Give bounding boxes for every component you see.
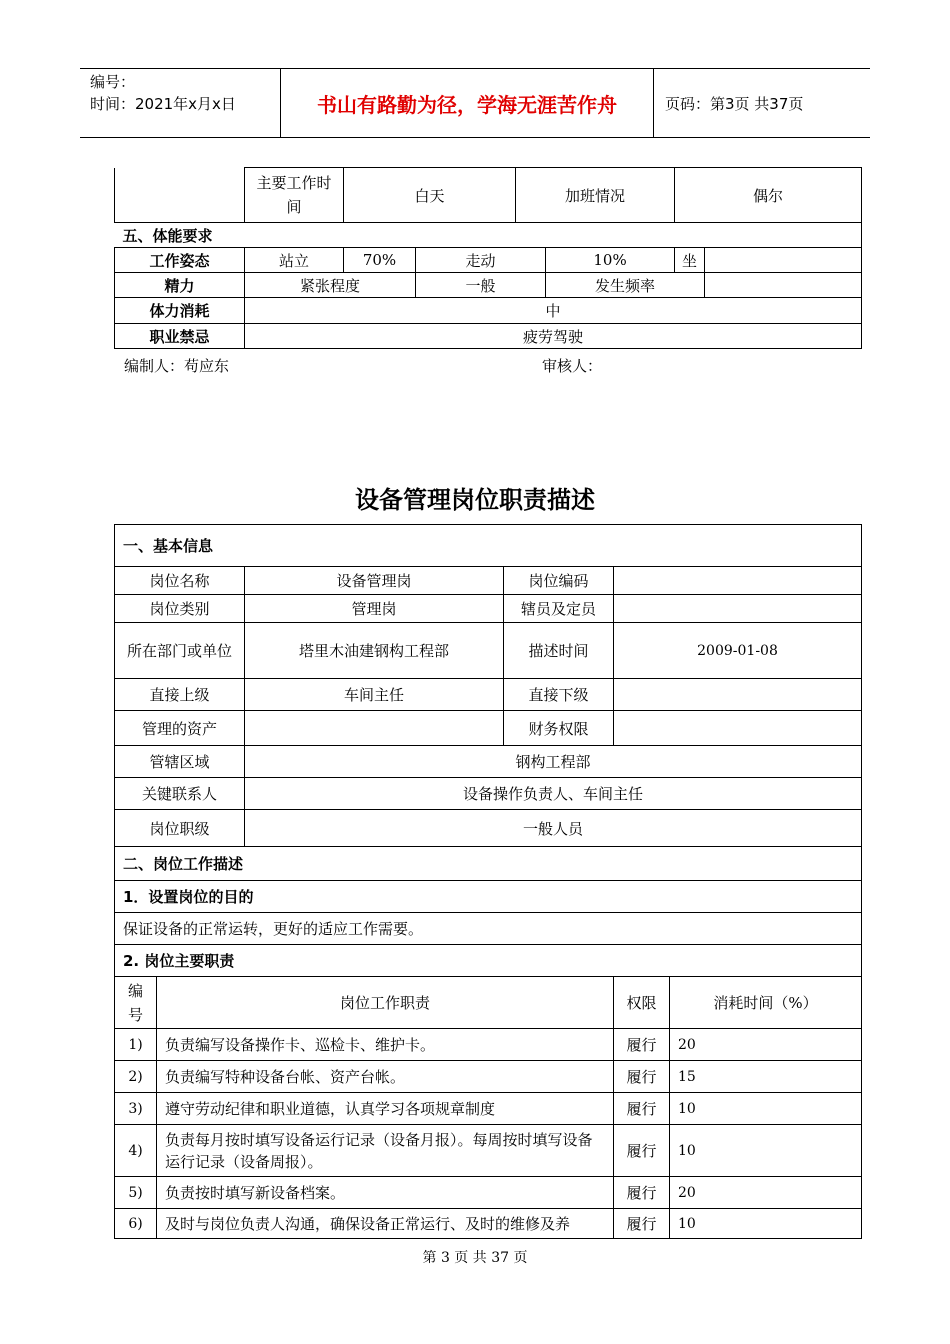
physical-requirements-table — [114, 167, 862, 349]
duty-no: 4) — [115, 1125, 157, 1177]
posture-sit: 坐 — [675, 248, 705, 273]
subordinate-label: 直接下级 — [504, 679, 614, 711]
staff-label: 辖员及定员 — [504, 595, 614, 623]
level-value: 一般人员 — [245, 810, 862, 847]
duty-no: 2) — [115, 1061, 157, 1093]
duties-col-right: 权限 — [614, 977, 670, 1029]
duties-col-no: 编号 — [115, 977, 157, 1029]
post-name-label: 岗位名称 — [115, 567, 245, 595]
time-label: 时间：2021年x月x日 — [90, 95, 236, 113]
work-time-label: 主要工作时间 — [245, 168, 344, 223]
duty-right: 履行 — [614, 1125, 670, 1177]
posture-label: 工作姿态 — [115, 248, 245, 273]
table-row — [115, 1061, 862, 1093]
staff-value — [614, 595, 862, 623]
contact-label: 关键联系人 — [115, 778, 245, 810]
posture-stand-pct: 70% — [344, 248, 416, 273]
page-footer: 第 3 页 共 37 页 — [422, 1250, 528, 1266]
duty-time: 15 — [670, 1061, 862, 1093]
duty-right: 履行 — [614, 1209, 670, 1239]
taboo-label: 职业禁忌 — [115, 324, 245, 349]
frequency-label: 发生频率 — [546, 273, 705, 298]
purpose-title: 1．设置岗位的目的 — [115, 881, 862, 913]
table-row — [115, 1177, 862, 1209]
assets-value — [245, 711, 504, 746]
desc-time-value: 2009-01-08 — [614, 623, 862, 679]
duty-time: 10 — [670, 1093, 862, 1125]
posture-walk-pct: 10% — [546, 248, 675, 273]
overtime-label: 加班情况 — [516, 168, 675, 223]
post-type-value: 管理岗 — [245, 595, 504, 623]
table-row — [115, 1125, 862, 1177]
work-time-value: 白天 — [344, 168, 516, 223]
posture-sit-pct — [705, 248, 862, 273]
duty-text: 及时与岗位负责人沟通，确保设备正常运行、及时的维修及养 — [157, 1209, 614, 1239]
section-work-description: 二、岗位工作描述 — [115, 847, 862, 881]
consumption-value: 中 — [245, 298, 862, 324]
duty-right: 履行 — [614, 1177, 670, 1209]
duty-text: 负责每月按时填写设备运行记录（设备月报）。每周按时填写设备运行记录（设备周报）。 — [157, 1125, 614, 1177]
duty-no: 6) — [115, 1209, 157, 1239]
duty-right: 履行 — [614, 1061, 670, 1093]
duties-col-time: 消耗时间（%） — [670, 977, 862, 1029]
finance-label: 财务权限 — [504, 711, 614, 746]
desc-time-label: 描述时间 — [504, 623, 614, 679]
basic-info-table — [114, 524, 862, 1239]
duty-right: 履行 — [614, 1029, 670, 1061]
post-code-label: 岗位编码 — [504, 567, 614, 595]
finance-value — [614, 711, 862, 746]
area-label: 管辖区域 — [115, 746, 245, 778]
posture-stand: 站立 — [245, 248, 344, 273]
frequency-value — [705, 273, 862, 298]
header-info — [80, 69, 280, 137]
assets-label: 管理的资产 — [115, 711, 245, 746]
author-signature: 编制人：苟应东 — [124, 357, 230, 375]
post-name-value: 设备管理岗 — [245, 567, 504, 595]
duty-time: 20 — [670, 1177, 862, 1209]
superior-value: 车间主任 — [245, 679, 504, 711]
duty-text: 遵守劳动纪律和职业道德，认真学习各项规章制度 — [157, 1093, 614, 1125]
superior-label: 直接上级 — [115, 679, 245, 711]
taboo-value: 疲劳驾驶 — [245, 324, 862, 349]
header-page-label: 页码：第3页 共37页 — [665, 94, 804, 113]
duty-right: 履行 — [614, 1093, 670, 1125]
area-value: 钢构工程部 — [245, 746, 862, 778]
contact-value: 设备操作负责人、车间主任 — [245, 778, 862, 810]
duty-time: 20 — [670, 1029, 862, 1061]
consumption-label: 体力消耗 — [115, 298, 245, 324]
duty-no: 5) — [115, 1177, 157, 1209]
posture-walk: 走动 — [416, 248, 546, 273]
overtime-value: 偶尔 — [675, 168, 862, 223]
tension-label: 紧张程度 — [245, 273, 416, 298]
post-type-label: 岗位类别 — [115, 595, 245, 623]
tension-value: 一般 — [416, 273, 546, 298]
number-label: 编号： — [90, 73, 136, 91]
dept-label: 所在部门或单位 — [115, 623, 245, 679]
header-motto: 书山有路勤为径，学海无涯苦作舟 — [280, 69, 654, 137]
table-row — [115, 1029, 862, 1061]
subordinate-value — [614, 679, 862, 711]
document-title: 设备管理岗位职责描述 — [355, 485, 595, 514]
section-basic-info: 一、基本信息 — [115, 525, 862, 567]
table-row — [115, 1209, 862, 1239]
duties-title: 2. 岗位主要职责 — [115, 945, 862, 977]
purpose-text: 保证设备的正常运转，更好的适应工作需要。 — [115, 913, 862, 945]
duty-time: 10 — [670, 1209, 862, 1239]
duty-time: 10 — [670, 1125, 862, 1177]
duty-text: 负责编写设备操作卡、巡检卡、维护卡。 — [157, 1029, 614, 1061]
page-header — [80, 68, 870, 138]
section-physical: 五、体能要求 — [115, 223, 862, 248]
duty-text: 负责按时填写新设备档案。 — [157, 1177, 614, 1209]
table-row — [115, 1093, 862, 1125]
duties-col-duty: 岗位工作职责 — [157, 977, 614, 1029]
post-code-value — [614, 567, 862, 595]
energy-label: 精力 — [115, 273, 245, 298]
level-label: 岗位职级 — [115, 810, 245, 847]
duty-no: 1) — [115, 1029, 157, 1061]
duty-text: 负责编写特种设备台帐、资产台帐。 — [157, 1061, 614, 1093]
duty-no: 3) — [115, 1093, 157, 1125]
dept-value: 塔里木油建钢构工程部 — [245, 623, 504, 679]
reviewer-signature: 审核人： — [542, 357, 603, 375]
